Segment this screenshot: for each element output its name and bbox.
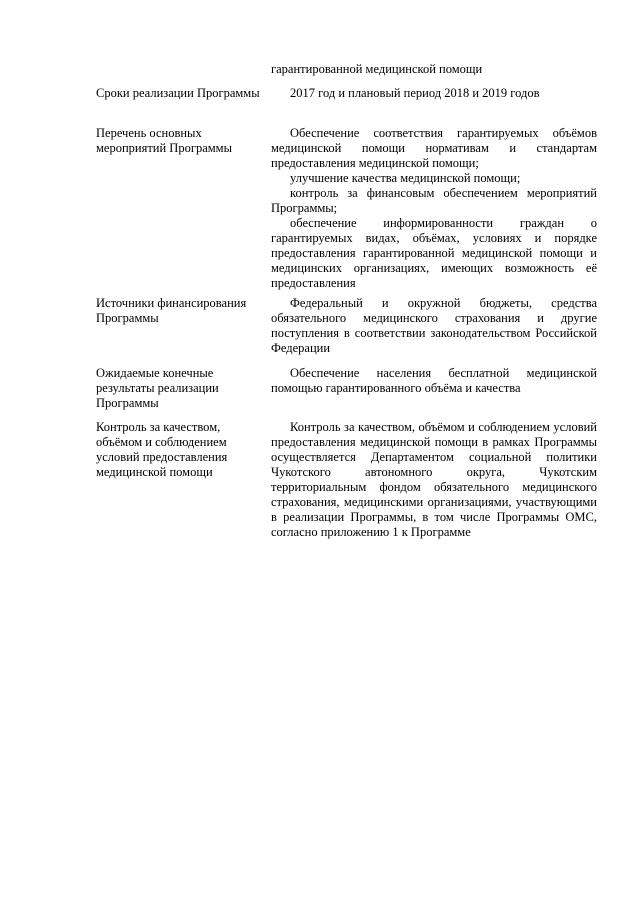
paragraph: 2017 год и плановый период 2018 и 2019 годов [290,86,540,100]
paragraph: контроль за финансовым обеспечением мероприятий Программы; [271,186,597,215]
row-content [271,86,597,101]
continuation-text: гарантированной медицинской помощи [271,62,483,76]
row-label: Источники финансирования Программы [96,296,247,325]
row-label: Ожидаемые конечные результаты реализации Программы [96,366,219,410]
row-label: Перечень основных мероприятий Программы [96,126,232,155]
paragraph: обеспечение информированности граждан о гарантируемых видах, объёмах, условиях и порядке предоставления гарантированной медицинской помощи и медицинских организациях, имеющих возможность её предоставления [271,216,597,290]
row-label: Контроль за качеством, объёмом и соблюдением условий предоставления медицинской помощи [96,420,228,479]
paragraph: Обеспечение соответствия гарантируемых объёмов медицинской помощи нормативам и стандартам предоставления медицинской помощи; [271,126,597,170]
paragraph: улучшение качества медицинской помощи; [290,171,521,185]
row-content [271,296,597,356]
row-label: Сроки реализации Программы [96,86,260,100]
row-content [271,126,597,291]
paragraph: Федеральный и окружной бюджеты, средства обязательного медицинского страхования и другие поступления в соответствии законодательством Российской Федерации [271,296,597,355]
paragraph: Контроль за качеством, объёмом и соблюдением условий предоставления медицинской помощи в рамках Программы осуществляется Департаментом социальной политики Чукотского автономного округа, Чукотским территориальным фондом обязательного медицинского страхования, медицинскими организациями, участвующими в реализации Программы, в том числе Программы ОМС, согласно приложению 1 к Программе [271,420,597,539]
row-content [271,366,597,396]
row-content [271,420,597,540]
paragraph: Обеспечение населения бесплатной медицинской помощью гарантированного объёма и качества [271,366,597,395]
